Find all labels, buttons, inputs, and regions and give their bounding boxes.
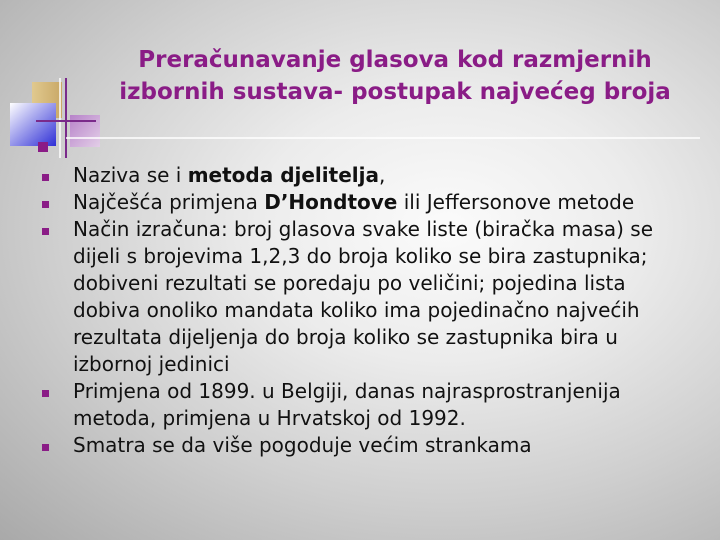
square-bullet-icon — [42, 174, 49, 181]
slide-title — [90, 44, 700, 108]
square-bullet-icon — [42, 390, 49, 397]
bullet-2-bold: D’Hondtove — [264, 190, 398, 214]
accent-square — [38, 142, 48, 152]
bullet-item-5 — [40, 432, 700, 459]
bullet-3-line-2: dijeli s brojevima 1,2,3 do broja koliko se bira zastupnika; — [73, 244, 648, 268]
bullet-item-1 — [40, 162, 700, 189]
bullet-list — [40, 162, 700, 459]
bullet-1-bold: metoda djelitelja — [187, 163, 379, 187]
bullet-item-4 — [40, 378, 700, 432]
bullet-item-3 — [40, 216, 700, 378]
bullet-3-line-6: izbornoj jedinici — [73, 352, 230, 376]
blue-square — [10, 103, 56, 146]
square-bullet-icon — [42, 444, 49, 451]
purple-square — [70, 115, 100, 147]
title-line-2: izbornih sustava- postupak najvećeg broja — [119, 79, 671, 105]
bullet-3-line-3: dobiveni rezultati se poredaju po veličini; pojedina lista — [73, 271, 626, 295]
bullet-4-line-2: metoda, primjena u Hrvatskoj od 1992. — [73, 406, 466, 430]
bullet-3-line-1: Način izračuna: broj glasova svake liste (biračka masa) se — [73, 217, 654, 241]
bullet-1-tail: , — [378, 163, 386, 187]
square-bullet-icon — [42, 201, 49, 208]
bullet-2-tail: ili Jeffersonove metode — [397, 190, 635, 214]
bullet-item-2 — [40, 189, 700, 216]
title-line-1: Preračunavanje glasova kod razmjernih — [138, 47, 652, 73]
bullet-2-text: Najčešća primjena — [73, 190, 265, 214]
bullet-4-line-1: Primjena od 1899. u Belgiji, danas najrasprostranjenija — [73, 379, 621, 403]
square-bullet-icon — [42, 228, 49, 235]
bullet-1-text: Naziva se i — [73, 163, 188, 187]
bullet-3-line-4: dobiva onoliko mandata koliko ima pojedinačno najvećih — [73, 298, 640, 322]
bullet-3-line-5: rezultata dijeljenja do broja koliko se zastupnika bira u — [73, 325, 618, 349]
bullet-5-line-1: Smatra se da više pogoduje većim strankama — [73, 433, 532, 457]
